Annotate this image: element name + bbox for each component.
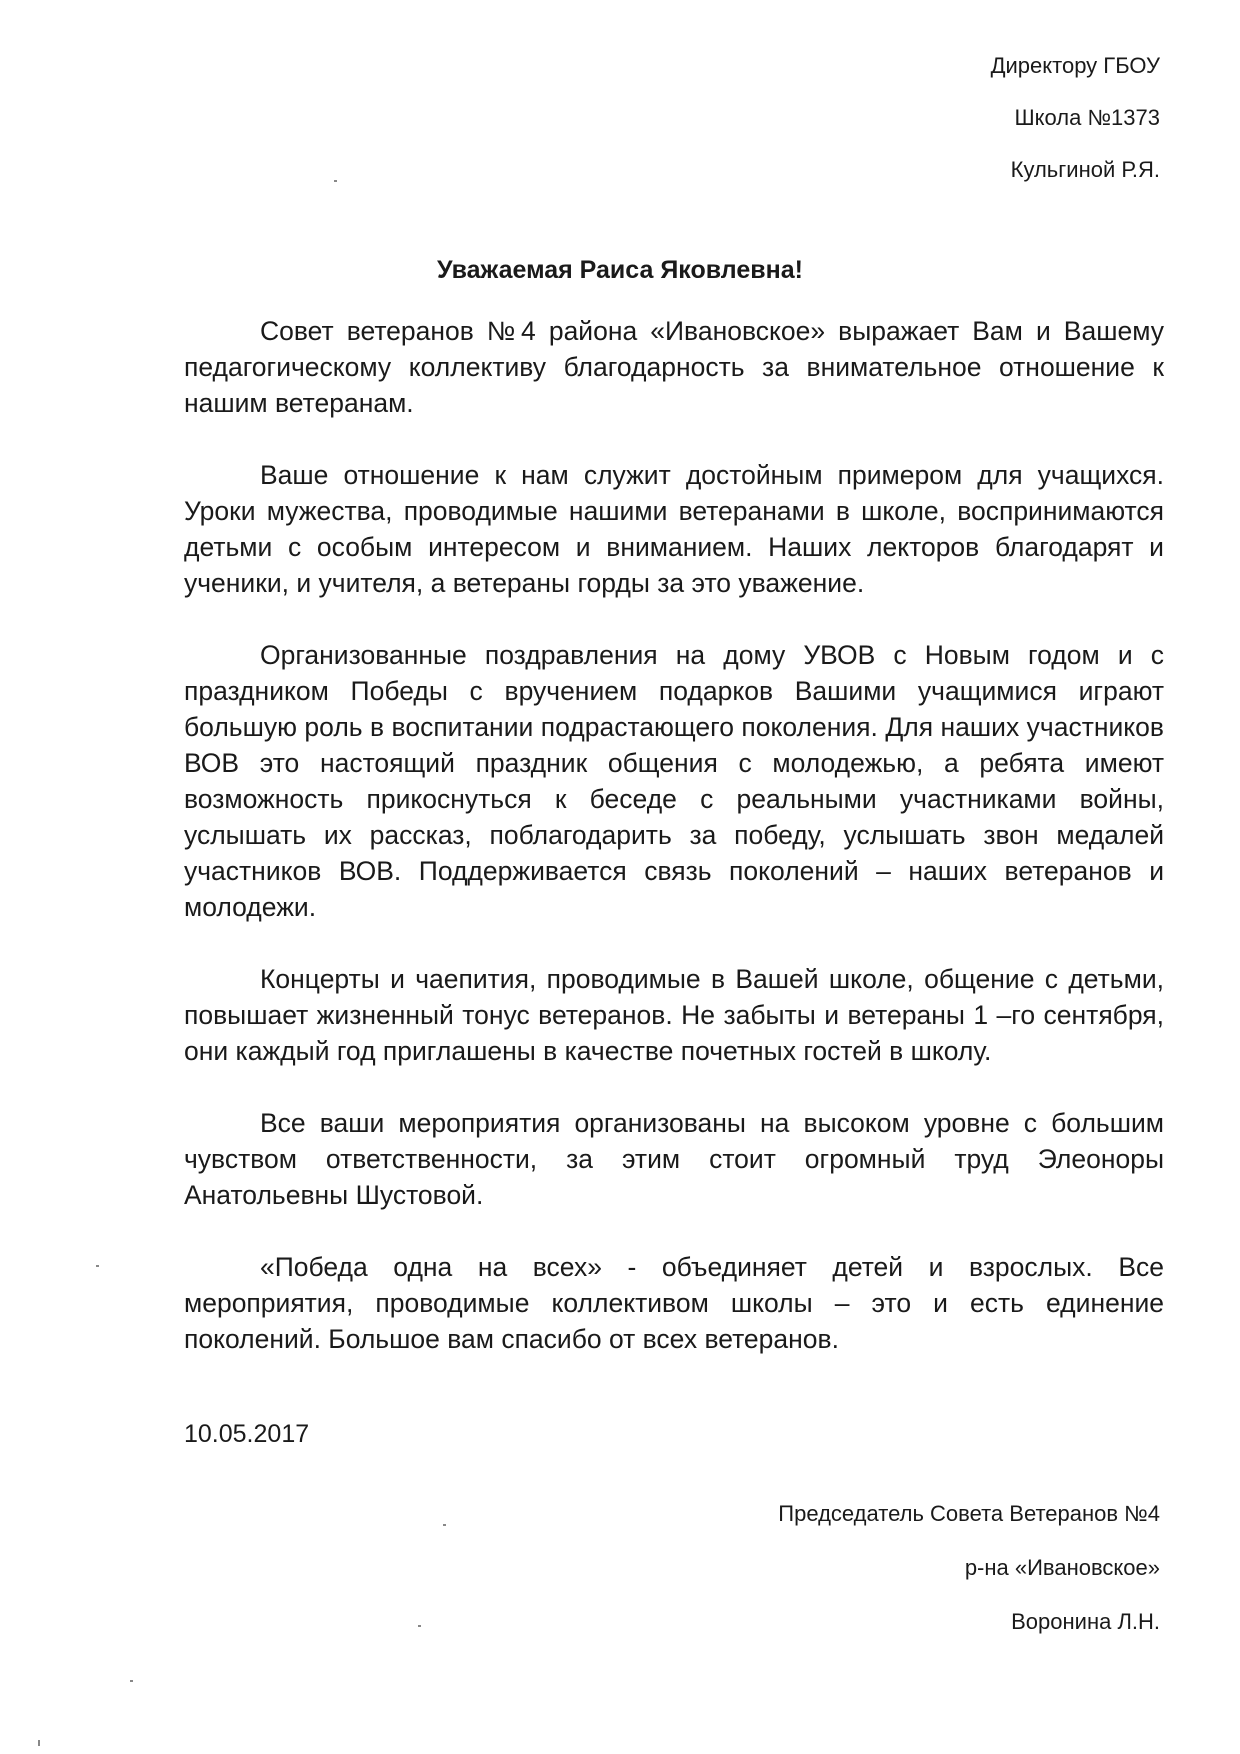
addressee-line-position: Директору ГБОУ (990, 53, 1160, 78)
scan-speck (96, 1265, 99, 1267)
addressee-block (991, 40, 1160, 196)
signature-line-name: Воронина Л.Н. (1011, 1609, 1160, 1634)
addressee-line-school: Школа №1373 (1014, 105, 1160, 130)
letter-body (184, 313, 1164, 1393)
salutation: Уважаемая Раиса Яковлевна! (437, 256, 803, 284)
signature-line-title: Председатель Совета Ветеранов №4 (778, 1501, 1160, 1526)
paragraph-congratulations: Организованные поздравления на дому УВОВ с Новым годом и с праздником Победы с вручением подарков Вашими учащимися играют большую роль в воспитании подрастающего поколения. Для наших участников ВОВ это настоящий праздник общения с молодежью, а ребята имеют возможность прикоснуться к беседе с реальными участниками войны, услышать их рассказ, поблагодарить за победу, услышать звон медалей участников ВОВ. Поддерживается связь поколений – наших ветеранов и молодежи. (184, 640, 1164, 922)
letter-date: 10.05.2017 (184, 1420, 310, 1448)
scan-speck (38, 1740, 40, 1746)
paragraph-example: Ваше отношение к нам служит достойным примером для учащихся. Уроки мужества, проводимые нашими ветеранами в школе, воспринимаются детьми с особым интересом и вниманием. Наших лекторов благодарят и ученики, и учителя, а ветераны горды за это уважение. (184, 460, 1164, 598)
scan-speck (130, 1680, 133, 1682)
paragraph-gratitude: Совет ветеранов №4 района «Ивановское» выражает Вам и Вашему педагогическому коллективу благодарность за внимательное отношение к нашим ветеранам. (184, 316, 1164, 418)
paragraph-concerts: Концерты и чаепития, проводимые в Вашей школе, общение с детьми, повышает жизненный тонус ветеранов. Не забыты и ветераны 1 –го сентября, они каждый год приглашены в качестве почетных гостей в школу. (184, 964, 1164, 1066)
signature-line-district: р-на «Ивановское» (964, 1555, 1160, 1580)
paragraph-victory: «Победа одна на всех» - объединяет детей и взрослых. Все мероприятия, проводимые коллективом школы – это и есть единение поколений. Большое вам спасибо от всех ветеранов. (184, 1252, 1164, 1354)
signature-block (778, 1487, 1160, 1649)
scan-speck (418, 1625, 421, 1627)
scan-speck (443, 1524, 446, 1526)
addressee-line-name: Кульгиной Р.Я. (1010, 157, 1160, 182)
paragraph-events: Все ваши мероприятия организованы на высоком уровне с большим чувством ответственности, за этим стоит огромный труд Элеоноры Анатольевны Шустовой. (184, 1108, 1164, 1210)
scan-speck (334, 180, 337, 182)
